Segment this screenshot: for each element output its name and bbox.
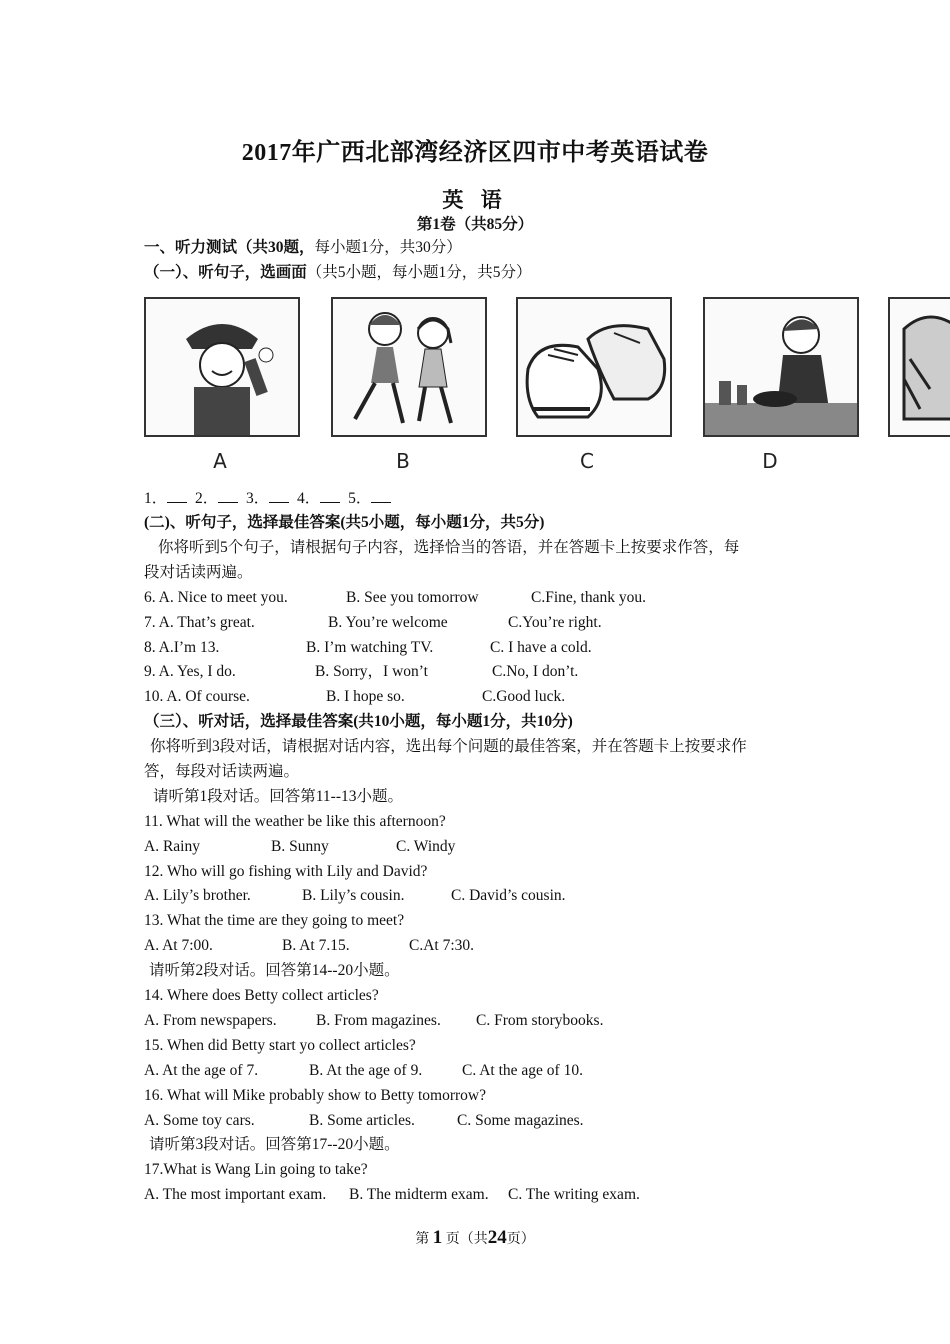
q11-option-b: B. Sunny — [271, 838, 329, 855]
section1-heading-bold: （一）、听句子，选画面 — [144, 264, 307, 281]
roller-skating-kids-icon — [331, 297, 487, 437]
q10-option-c: C.Good luck. — [482, 688, 566, 705]
section3-instruction-2: 答，每段对话读两遍。 — [144, 763, 300, 780]
q8-option-b: B. I’m watching TV. — [306, 639, 434, 656]
part1-heading — [144, 238, 462, 258]
question-11-options — [144, 837, 844, 857]
part1-heading-tail: 每小题1分，共30分） — [314, 239, 462, 256]
blank-3: 3． — [246, 490, 270, 507]
blank-2: 2． — [195, 490, 219, 507]
question-12-options — [144, 886, 844, 906]
question-9 — [144, 662, 844, 682]
blank-line[interactable] — [371, 488, 391, 503]
picture-label-b: B — [396, 449, 410, 473]
q15-option-b: B. At the age of 9. — [309, 1062, 423, 1079]
q9-option-a: 9. A. Yes, I do. — [144, 663, 236, 680]
dialogue-3-note: 请听第3段对话。回答第17--20小题。 — [149, 1136, 400, 1153]
footer-post: 页） — [506, 1232, 535, 1247]
picture-label-a: A — [213, 449, 227, 473]
question-14-options — [144, 1011, 844, 1031]
question-11: 11. What will the weather be like this afternoon? — [144, 813, 446, 830]
q13-option-c: C.At 7:30. — [409, 937, 475, 954]
dialogue-1-note: 请听第1段对话。回答第11--13小题。 — [153, 788, 403, 805]
q7-option-c: C.You’re right. — [508, 614, 602, 631]
section2-heading: (二)、听句子，选择最佳答案(共5小题，每小题1分，共5分) — [144, 514, 545, 531]
part1-heading-bold: 一、听力测试（共30题， — [144, 239, 315, 256]
q11-option-c: C. Windy — [396, 838, 456, 855]
q13-option-b: B. At 7.15. — [282, 937, 350, 954]
question-10 — [144, 687, 844, 707]
section1-heading-tail: （共5小题，每小题1分，共5分） — [306, 264, 532, 281]
q6-option-c: C.Fine, thank you. — [531, 589, 646, 606]
blank-line[interactable] — [320, 488, 340, 503]
q14-option-c: C. From storybooks. — [476, 1012, 604, 1029]
q15-option-c: C. At the age of 10. — [462, 1062, 583, 1079]
section3-heading: （三）、听对话，选择最佳答案(共10小题，每小题1分，共10分) — [144, 713, 573, 730]
question-16: 16. What will Mike probably show to Betty tomorrow? — [144, 1087, 486, 1104]
exam-title: 2017年广西北部湾经济区四市中考英语试卷 — [241, 140, 709, 166]
q10-option-a: 10. A. Of course. — [144, 688, 250, 705]
total-pages: 24 — [487, 1227, 507, 1248]
question-7 — [144, 613, 844, 633]
q14-option-b: B. From magazines. — [316, 1012, 441, 1029]
footer-mid: 页（共 — [445, 1232, 488, 1247]
backpack-icon — [888, 297, 950, 437]
question-13: 13. What the time are they going to meet? — [144, 912, 405, 929]
q7-option-b: B. You’re welcome — [328, 614, 448, 631]
boy-washing-dishes-icon — [703, 297, 859, 437]
q16-option-b: B. Some articles. — [309, 1112, 415, 1129]
q14-option-a: A. From newspapers. — [144, 1012, 277, 1029]
q12-option-c: C. David’s cousin. — [451, 887, 566, 904]
dialogue-2-note: 请听第2段对话。回答第14--20小题。 — [149, 962, 400, 979]
sneakers-icon — [516, 297, 672, 437]
question-6 — [144, 588, 844, 608]
page-footer — [0, 1227, 950, 1249]
blank-line[interactable] — [269, 488, 289, 503]
question-8 — [144, 638, 844, 658]
q17-option-b: B. The midterm exam. — [349, 1186, 489, 1203]
question-16-options — [144, 1111, 844, 1131]
volume-heading: 第1卷（共85分） — [416, 216, 534, 233]
q8-option-a: 8. A.I’m 13. — [144, 639, 220, 656]
question-12: 12. Who will go fishing with Lily and David? — [144, 863, 428, 880]
page-number: 1 — [432, 1227, 443, 1248]
q16-option-a: A. Some toy cars. — [144, 1112, 255, 1129]
blank-5: 5． — [348, 490, 372, 507]
answer-blanks — [144, 488, 391, 509]
picture-row — [0, 297, 950, 477]
q11-option-a: A. Rainy — [144, 838, 200, 855]
picture-label-c: C — [580, 449, 594, 473]
q13-option-a: A. At 7:00. — [144, 937, 213, 954]
q8-option-c: C. I have a cold. — [490, 639, 592, 656]
blank-line[interactable] — [218, 488, 238, 503]
question-14: 14. Where does Betty collect articles? — [144, 987, 379, 1004]
q9-option-c: C.No, I don’t. — [492, 663, 579, 680]
blank-1: 1． — [144, 490, 168, 507]
section2-instruction-2: 段对话读两遍。 — [144, 564, 253, 581]
q6-option-b: B. See you tomorrow — [346, 589, 479, 606]
question-17-options — [144, 1185, 844, 1205]
q10-option-b: B. I hope so. — [326, 688, 405, 705]
q6-option-a: 6. A. Nice to meet you. — [144, 589, 288, 606]
question-13-options — [144, 936, 844, 956]
picture-label-d: D — [762, 449, 778, 473]
subject-title: 英 语 — [442, 188, 508, 212]
blank-line[interactable] — [167, 488, 187, 503]
q17-option-c: C. The writing exam. — [508, 1186, 640, 1203]
q15-option-a: A. At the age of 7. — [144, 1062, 259, 1079]
q7-option-a: 7. A. That’s great. — [144, 614, 255, 631]
question-15-options — [144, 1061, 844, 1081]
section2-instruction-1: 你将听到5个句子，请根据句子内容，选择恰当的答语，并在答题卡上按要求作答，每 — [158, 539, 740, 556]
footer-pre: 第 — [415, 1232, 430, 1247]
q12-option-a: A. Lily’s brother. — [144, 887, 251, 904]
q17-option-a: A. The most important exam. — [144, 1186, 327, 1203]
question-17: 17.What is Wang Lin going to take? — [144, 1161, 368, 1178]
blank-4: 4． — [297, 490, 321, 507]
question-15: 15. When did Betty start yo collect articles? — [144, 1037, 416, 1054]
q12-option-b: B. Lily’s cousin. — [302, 887, 405, 904]
q16-option-c: C. Some magazines. — [457, 1112, 584, 1129]
section3-instruction-1: 你将听到3段对话，请根据对话内容，选出每个问题的最佳答案，并在答题卡上按要求作 — [150, 738, 747, 755]
q9-option-b: B. Sorry，I won’t — [315, 663, 428, 680]
police-officer-icon — [144, 297, 300, 437]
section1-heading — [144, 263, 532, 283]
